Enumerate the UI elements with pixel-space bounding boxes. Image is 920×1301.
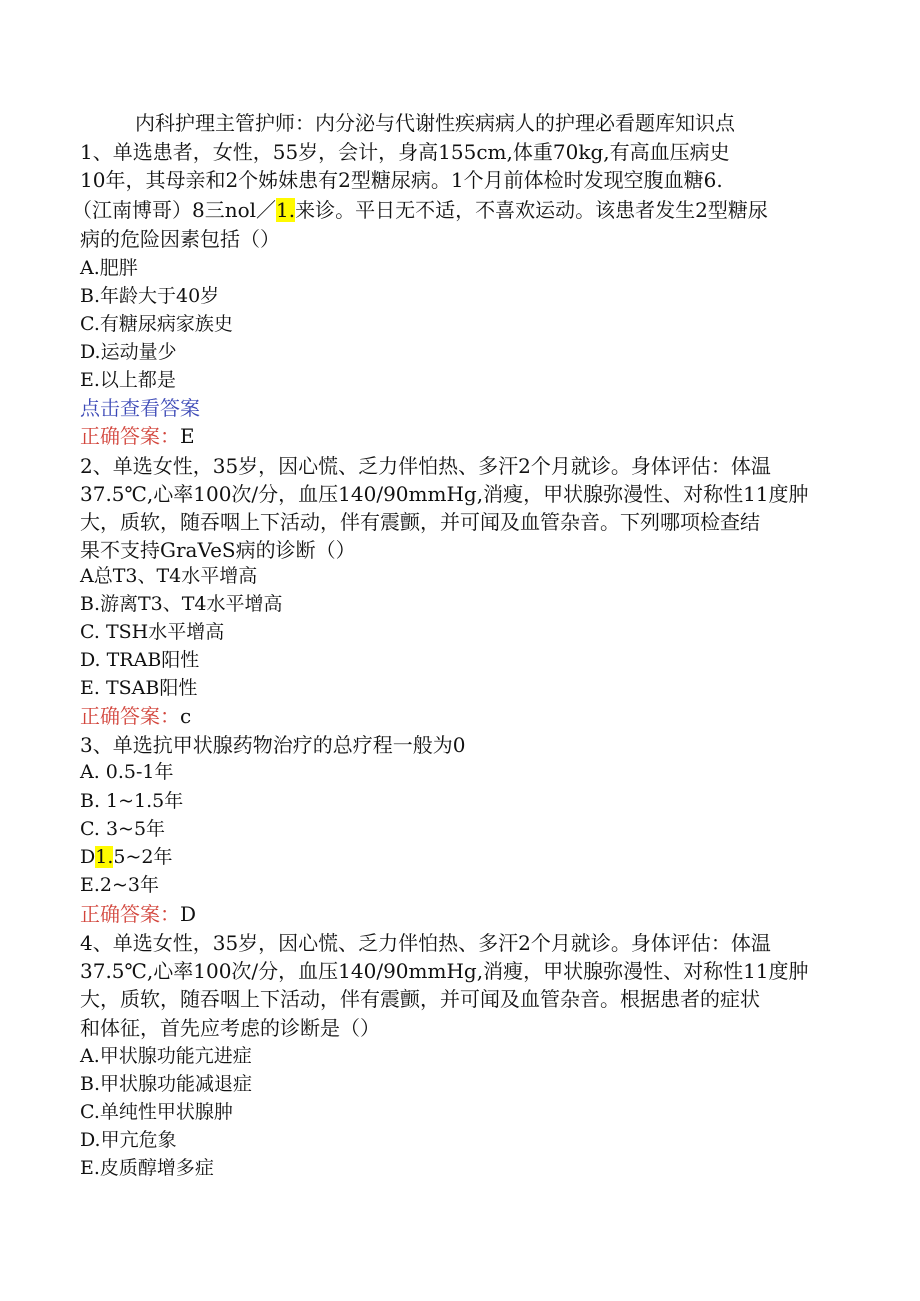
highlight-mark: 1. [276, 198, 296, 222]
question-1-line-1: 1、单选患者，女性，55岁，会计，身高155cm,体重70kg,有高血压病史 [80, 140, 730, 164]
question-3-line-1: 3、单选抗甲状腺药物治疗的总疗程一般为0 [80, 733, 466, 757]
question-4-line-3: 大，质软，随吞咽上下活动，伴有震颤，并可闻及血管杂音。根据患者的症状 [80, 987, 760, 1011]
question-1-option-a: A.肥胖 [80, 257, 138, 279]
question-1-answer [80, 422, 195, 450]
question-4-line-1: 4、单选女性，35岁，因心慌、乏力伴怕热、多汗2个月就诊。身体评估：体温 [80, 931, 771, 955]
question-4-option-d: D.甲亢危象 [80, 1129, 177, 1151]
question-2-option-e: E. TSAB阳性 [80, 677, 198, 699]
question-3-option-d-text: 5~2年 [113, 846, 173, 868]
question-4-option-a: A.甲状腺功能亢进症 [80, 1045, 252, 1067]
question-2-answer [80, 702, 191, 730]
question-2-line-1: 2、单选女性，35岁，因心慌、乏力伴怕热、多汗2个月就诊。身体评估：体温 [80, 454, 771, 478]
question-4-option-b: B.甲状腺功能减退症 [80, 1073, 253, 1095]
answer-label: 正确答案： [80, 902, 180, 926]
answer-value: c [180, 704, 192, 728]
answer-label: 正确答案： [80, 424, 180, 448]
question-1-line-4: 病的危险因素包括（） [80, 227, 280, 251]
question-1-option-e: E.以上都是 [80, 369, 176, 391]
question-2-option-d: D. TRAB阳性 [80, 649, 200, 671]
question-3-option-d [80, 843, 172, 871]
question-3-option-c: C. 3~5年 [80, 818, 166, 840]
highlight-mark: 1. [95, 846, 114, 868]
question-3-option-b: B. 1~1.5年 [80, 790, 184, 812]
question-2-line-3: 大，质软，随吞咽上下活动，伴有震颤，并可闻及血管杂音。下列哪项检查结 [80, 510, 760, 534]
question-3-answer [80, 900, 196, 928]
question-1-line-3-text-a: （江南博哥）8三nol／ [72, 198, 277, 222]
question-3-option-d-letter: D [80, 846, 96, 868]
question-2-line-4: 果不支持GraVeS病的诊断（） [80, 538, 356, 562]
question-3-option-e: E.2~3年 [80, 874, 160, 896]
question-4-line-4: 和体征，首先应考虑的诊断是（） [80, 1016, 380, 1040]
question-2-line-2: 37.5℃,心率100次/分，血压140/90mmHg,消瘦，甲状腺弥漫性、对称性11度肿 [80, 482, 809, 506]
view-answer-link[interactable]: 点击查看答案 [80, 396, 200, 420]
question-4-line-2: 37.5℃,心率100次/分，血压140/90mmHg,消瘦，甲状腺弥漫性、对称性11度肿 [80, 959, 809, 983]
question-1-line-3-text-b: 来诊。平日无不适，不喜欢运动。该患者发生2型糖尿 [295, 198, 768, 222]
question-4-option-e: E.皮质醇增多症 [80, 1157, 214, 1179]
question-1-option-c: C.有糖尿病家族史 [80, 313, 233, 335]
question-1-option-d: D.运动量少 [80, 341, 177, 363]
question-4-option-c: C.单纯性甲状腺肿 [80, 1101, 233, 1123]
question-2-option-a: A总T3、T4水平增高 [80, 565, 258, 587]
question-2-option-b: B.游离T3、T4水平增高 [80, 593, 283, 615]
question-2-option-c: C. TSH水平增高 [80, 621, 225, 643]
question-1-option-b: B.年龄大于40岁 [80, 285, 220, 307]
question-1-line-3 [72, 196, 768, 224]
page-title: 内科护理主管护师：内分泌与代谢性疾病病人的护理必看题库知识点 [135, 111, 735, 135]
answer-value: D [180, 902, 197, 926]
answer-value: E [180, 424, 195, 448]
question-3-option-a: A. 0.5-1年 [80, 761, 174, 783]
question-1-line-2: 10年，其母亲和2个姊妹患有2型糖尿病。1个月前体检时发现空腹血糖6. [80, 168, 723, 192]
answer-label: 正确答案： [80, 704, 180, 728]
